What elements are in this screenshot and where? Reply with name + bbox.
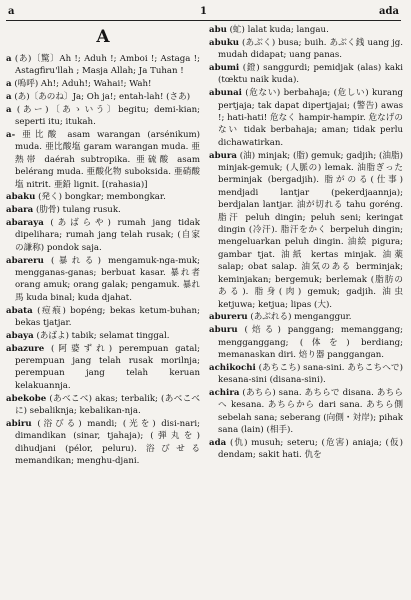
entry-definition: (あばよ) tabik; selamat tinggal. [36, 330, 170, 341]
entry-definition: (あ)〔驚〕Ah !; Aduh !; Amboi !; Astaga !; Astagfiru'llah ; Masja Allah; Ja Tuhan ! [14, 54, 200, 77]
dictionary-entry [209, 87, 403, 149]
dictionary-entry [6, 104, 200, 129]
entry-headword: ada [209, 437, 227, 448]
entry-definition: (肋骨) tulang rusuk. [35, 205, 121, 216]
dictionary-entry [6, 330, 200, 342]
entry-definition: (あぶく) busa; buih. あぶく銭 uang jg. mudah didapat; uang panas. [218, 37, 403, 61]
dictionary-entry [209, 362, 403, 387]
entry-definition: (あちこち) sana-sini. あちこちへで) kesana-sini (disana-sini). [218, 362, 403, 386]
dictionary-entry [209, 311, 403, 323]
entry-definition: (暴れる) mengamuk-nga-muk; mengganas-ganas; berbuat kasar. 暴れ者 orang amuk; orang galak; pengamuk. 暴れ馬 kuda binal; kuda djahat. [15, 255, 200, 303]
entry-definition: (嗚呼) Ah!; Aduh!; Wahai!; Wah! [14, 79, 152, 90]
entry-definition: (阿婆ずれ) perempuan gatal; perempuan jang telah rusak morilnja; perempuan jang telah keruan kelakuannja. [15, 343, 200, 391]
entry-headword: abumi [209, 63, 240, 73]
entry-headword: abura [209, 150, 237, 161]
entry-definition: (痘痕) bopéng; bekas ketum-buhan; bekas tjatjar. [15, 305, 200, 329]
entry-definition: (危ない) berbahaja; (危しい) kurang pertjaja; tak dapat dipertjajai; (警告) awas !; hati-hati! 危なく hampir-hampir. 危なげのない tidak berbahaja; aman; tidak perlu dichawatirkan. [218, 88, 403, 148]
entry-headword: a- [6, 130, 16, 140]
running-head-right-guide: ada [379, 6, 399, 17]
entry-headword: abuku [209, 37, 240, 48]
left-entry-list [6, 53, 200, 467]
dictionary-entry [209, 387, 403, 437]
entry-definition: (油) minjak; (脂) gemuk; gadjih; (油脂) minjak-gemuk; (人脈の) lemak. 油脂ぎった berminjak (bergadjih). 脂がのる(仕事) mendjadi lantjar (pekerdjaannja); berdjalan lantjar. 油が切れる tahu goréng. 脂汗 peluh dingin; peluh seni; keringat dingin (冷汗). 脂汗をかく berpeluh dingin; mengeluarkan peluh dingin. 油絵 pigura; gambar tjat. 油紙 kertas minjak. 油薬 salap; obat salap. 油気のある berminjak; keminjakan; bergemuk; berlemak (脂肪のある). 脂身(肉) gemuk; gadjih. 油虫 ketjuwa; ketjua; lipas (大). [218, 150, 403, 310]
entry-definition: (虻) lalat kuda; langau. [229, 25, 329, 35]
entry-headword: abaraya [6, 218, 44, 229]
entry-definition: (鐙) sanggurdi; pemidjak (alas) kaki (tœktu naik kuda). [218, 63, 403, 86]
entry-headword: abazure [6, 343, 45, 354]
dictionary-entry [6, 418, 200, 468]
page-number: 1 [200, 6, 207, 17]
dictionary-entry [209, 62, 403, 87]
entry-definition: (仇) musuh; seteru; (危害) aniaja; (仮) dendam; sakit hati. 仇を [218, 437, 403, 461]
entry-definition: (あぶれる) menganggur. [250, 312, 352, 323]
entry-definition: (あちら) sana. あちらで disana. あちらへ kesana. あちらから dari sana. あちら側 sebelah sana; seberang (向側・対岸); pihak sana (lain) (相手). [218, 387, 403, 436]
running-head-left-guide: a [8, 6, 15, 17]
entry-headword: abareru [6, 255, 44, 266]
entry-definition: 亜比酸 asam warangan (arsénikum) muda. 亜比酸塩 garam warangan muda. 亜熱帯 daérah subtropika. 亜硫酸 asam belérang muda. 亜酸化物 suboksida. 亜硝酸塩 nitrit. 亜鉛 lignit. [(rahasia)] [15, 130, 200, 190]
entry-headword: achira [209, 387, 240, 398]
entry-definition: (あ)〔あのね〕Ja; Oh ja!; entah-lah! (さあ) [14, 92, 191, 102]
dictionary-entry [6, 393, 200, 418]
running-head [8, 6, 399, 20]
dictionary-entry [209, 37, 403, 62]
entry-definition: (あー)〔あゝいう〕begitu; demi-kian; seperti itu; itukah. [15, 104, 200, 128]
dictionary-entry [6, 204, 200, 216]
entry-headword: abara [6, 205, 34, 216]
entry-headword: a [6, 79, 12, 90]
left-column [6, 24, 200, 596]
entry-headword: abaya [6, 330, 34, 341]
dictionary-entry [6, 305, 200, 330]
dictionary-entry [6, 91, 200, 103]
dictionary-entry [209, 324, 403, 361]
right-column [209, 24, 403, 596]
entry-definition: (発く) bongkar; membongkar. [38, 192, 166, 203]
dictionary-entry [209, 24, 403, 36]
right-entry-list [209, 24, 403, 462]
entry-definition: (あべこべ) akas; terbalik; (あべこべに) sebaliknja; kebalikan-nja. [15, 393, 200, 417]
entry-definition: (焙る) panggang; memanggang; mengganggang; (体を) berdiang; memanaskan diri. 焙り器 panggangan. [218, 325, 403, 360]
dictionary-entry [6, 343, 200, 393]
entry-headword: a [6, 92, 12, 102]
entry-headword: abunai [209, 88, 242, 99]
entry-headword: abekobe [6, 393, 47, 404]
dictionary-entry [6, 255, 200, 305]
dictionary-entry [209, 437, 403, 462]
entry-headword: a [6, 104, 12, 115]
entry-headword: abureru [209, 312, 248, 323]
entry-headword: abiru [6, 418, 32, 429]
entry-headword: aburu [209, 325, 238, 336]
header-rule [6, 20, 401, 21]
entry-headword: achikochi [209, 362, 256, 373]
entry-definition: (浴びる) mandi; (光を) disi-nari; dimandikan (sinar, tjahaja); (弾丸を) dihudjani (pélor, peluru). 浴びせる memandikan; menghu-djani. [15, 418, 200, 467]
entry-headword: a [6, 54, 12, 64]
entry-headword: abata [6, 305, 33, 316]
entry-headword: abaku [6, 192, 36, 203]
section-letter: A [96, 27, 110, 47]
dictionary-entry [6, 53, 200, 78]
dictionary-entry [6, 217, 200, 254]
dictionary-entry [6, 129, 200, 191]
entry-definition: (あばらや) rumah jang tidak dipelihara; rumah jang telah rusak; (自家の謙称) pondok saja. [15, 218, 200, 253]
dictionary-entry [209, 150, 403, 311]
dictionary-entry [6, 78, 200, 90]
dictionary-entry [6, 191, 200, 203]
entry-headword: abu [209, 25, 227, 35]
